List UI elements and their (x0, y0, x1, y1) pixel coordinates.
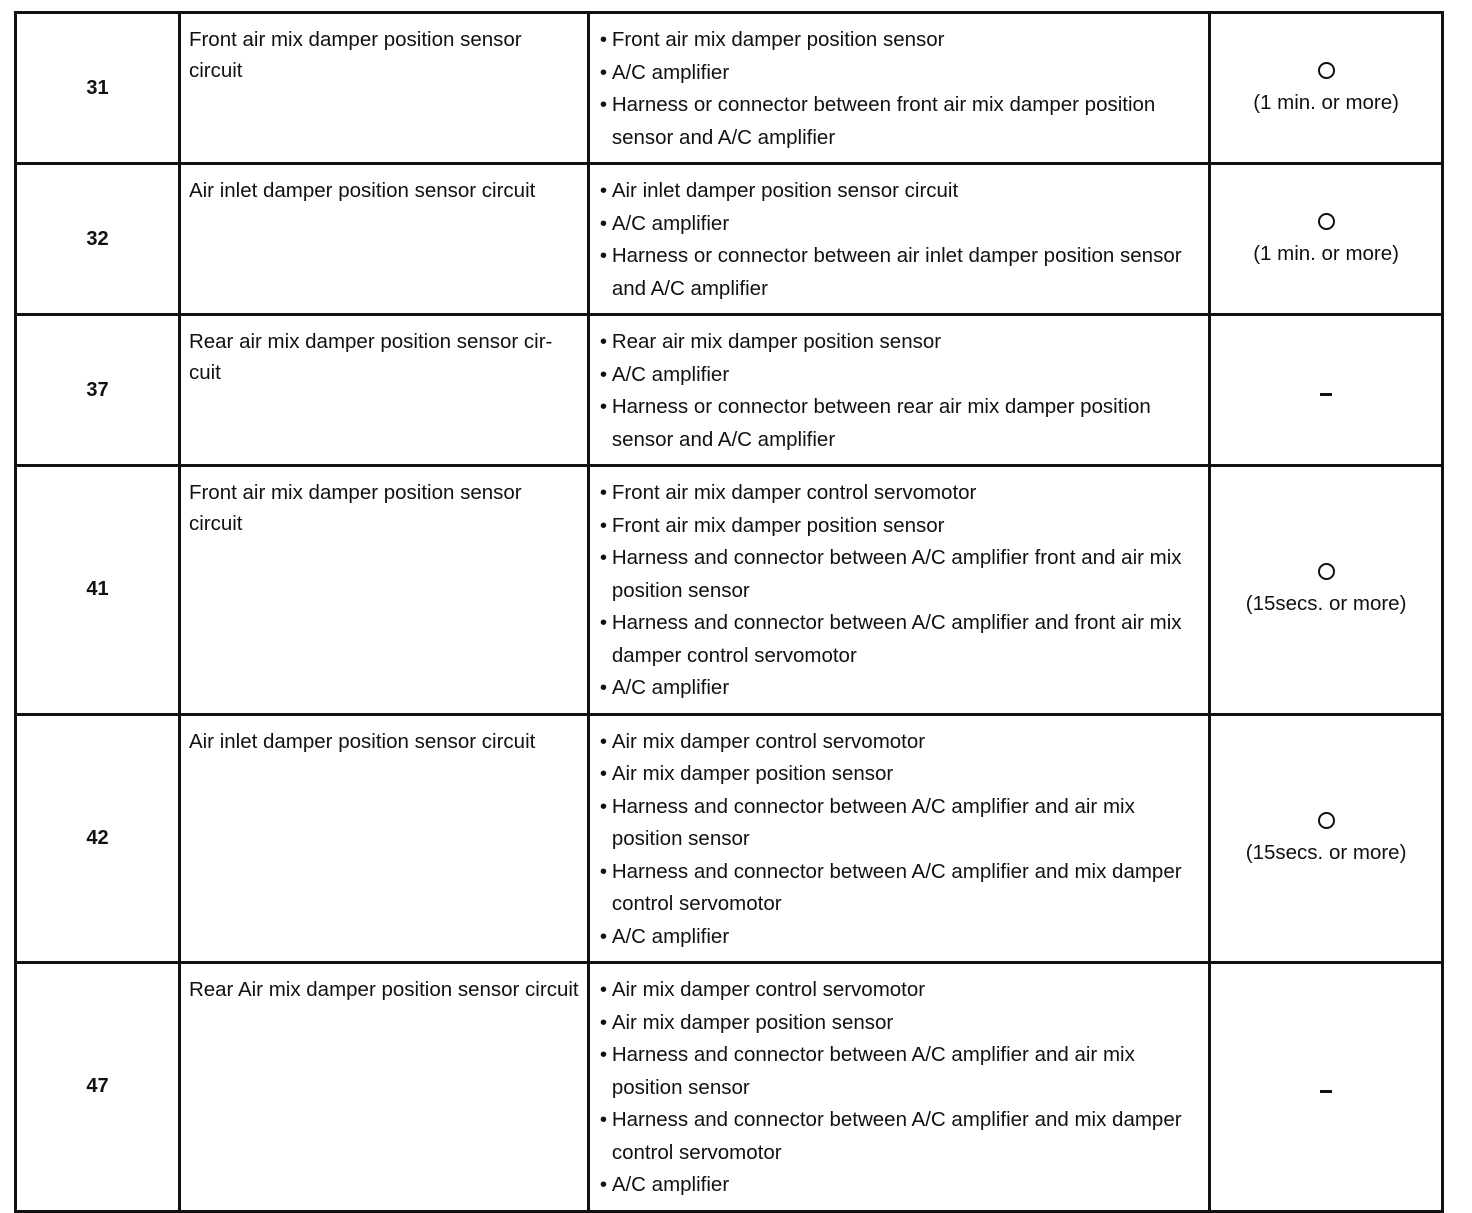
memory-condition-cell (1210, 164, 1443, 315)
circle-mark-icon (1318, 812, 1335, 829)
malfunction-causes-cell (588, 315, 1209, 466)
cause-list (598, 175, 1202, 305)
cause-item: • Air mix damper position sensor (598, 758, 1202, 791)
cause-item: • A/C amplifier (598, 921, 1202, 954)
malfunction-causes-cell (588, 963, 1209, 1212)
cause-item: • A/C amplifier (598, 672, 1202, 705)
diagnosed-item-cell: Air inlet damper position sensor circuit (179, 164, 588, 315)
memory-condition-cell (1210, 714, 1443, 963)
cause-list (598, 326, 1202, 456)
code-cell: 37 (16, 315, 180, 466)
table-row (16, 466, 1443, 715)
memory-condition-cell (1210, 13, 1443, 164)
circle-mark-icon (1318, 62, 1335, 79)
cause-item: • Air mix damper position sensor (598, 1007, 1202, 1040)
cause-list (598, 974, 1202, 1202)
memory-condition-cell (1210, 315, 1443, 466)
malfunction-causes-cell (588, 714, 1209, 963)
memory-duration-text: (1 min. or more) (1253, 241, 1399, 265)
cause-item: • Harness and connector between A/C amplifier and air mix position sensor (598, 791, 1202, 856)
cause-item: • Harness and connector between A/C amplifier and mix damper control servomotor (598, 856, 1202, 921)
cause-item: • A/C amplifier (598, 57, 1202, 90)
cause-item: • A/C amplifier (598, 208, 1202, 241)
diagnosed-item-cell: Air inlet damper position sensor circuit (179, 714, 588, 963)
cause-item: • Harness and connector between A/C amplifier front and air mix position sensor (598, 542, 1202, 607)
code-cell: 42 (16, 714, 180, 963)
dash-mark-icon (1320, 393, 1332, 396)
memory-condition-cell (1210, 963, 1443, 1212)
cause-item: • Air mix damper control servomotor (598, 726, 1202, 759)
code-cell: 32 (16, 164, 180, 315)
table-body (16, 13, 1443, 1212)
circle-mark-icon (1318, 213, 1335, 230)
malfunction-causes-cell (588, 13, 1209, 164)
cause-list (598, 477, 1202, 705)
dash-mark-icon (1320, 1090, 1332, 1093)
table-row (16, 315, 1443, 466)
table-row (16, 164, 1443, 315)
memory-duration-text: (15secs. or more) (1245, 840, 1407, 864)
cause-item: • Front air mix damper control servomotor (598, 477, 1202, 510)
cause-item: • Harness and connector between A/C amplifier and air mix position sensor (598, 1039, 1202, 1104)
cause-item: • Harness and connector between A/C amplifier and mix damper control servomotor (598, 1104, 1202, 1169)
cause-item: • A/C amplifier (598, 1169, 1202, 1202)
malfunction-causes-cell (588, 164, 1209, 315)
cause-item: • Air inlet damper position sensor circuit (598, 175, 1202, 208)
cause-item: • Harness or connector between front air mix damper position sensor and A/C amplifier (598, 89, 1202, 154)
diagnosed-item-cell: Front air mix damper position sensor circuit (179, 466, 588, 715)
malfunction-causes-cell (588, 466, 1209, 715)
cause-item: • Harness or connector between rear air mix damper position sensor and A/C amplifier (598, 391, 1202, 456)
code-cell: 47 (16, 963, 180, 1212)
table-row (16, 13, 1443, 164)
memory-condition-cell (1210, 466, 1443, 715)
memory-duration-text: (1 min. or more) (1253, 90, 1399, 114)
circle-mark-icon (1318, 563, 1335, 580)
cause-item: • A/C amplifier (598, 359, 1202, 392)
cause-list (598, 24, 1202, 154)
code-cell: 41 (16, 466, 180, 715)
cause-item: • Harness and connector between A/C amplifier and front air mix damper control servomotor (598, 607, 1202, 672)
memory-duration-text: (15secs. or more) (1245, 592, 1407, 616)
diagnosed-item-cell: Rear Air mix damper position sensor circuit (179, 963, 588, 1212)
code-cell: 31 (16, 13, 180, 164)
cause-item: • Front air mix damper position sensor (598, 510, 1202, 543)
table-row (16, 714, 1443, 963)
cause-item: • Harness or connector between air inlet damper position sensor and A/C amplifier (598, 240, 1202, 305)
cause-item: • Rear air mix damper position sensor (598, 326, 1202, 359)
cause-item: • Front air mix damper position sensor (598, 24, 1202, 57)
diagnosed-item-cell: Front air mix damper position sensor circuit (179, 13, 588, 164)
cause-list (598, 726, 1202, 954)
table-row (16, 963, 1443, 1212)
diagnosis-table (14, 11, 1444, 1213)
cause-item: • Air mix damper control servomotor (598, 974, 1202, 1007)
diagnosed-item-cell: Rear air mix damper position sensor cir-cuit (179, 315, 588, 466)
